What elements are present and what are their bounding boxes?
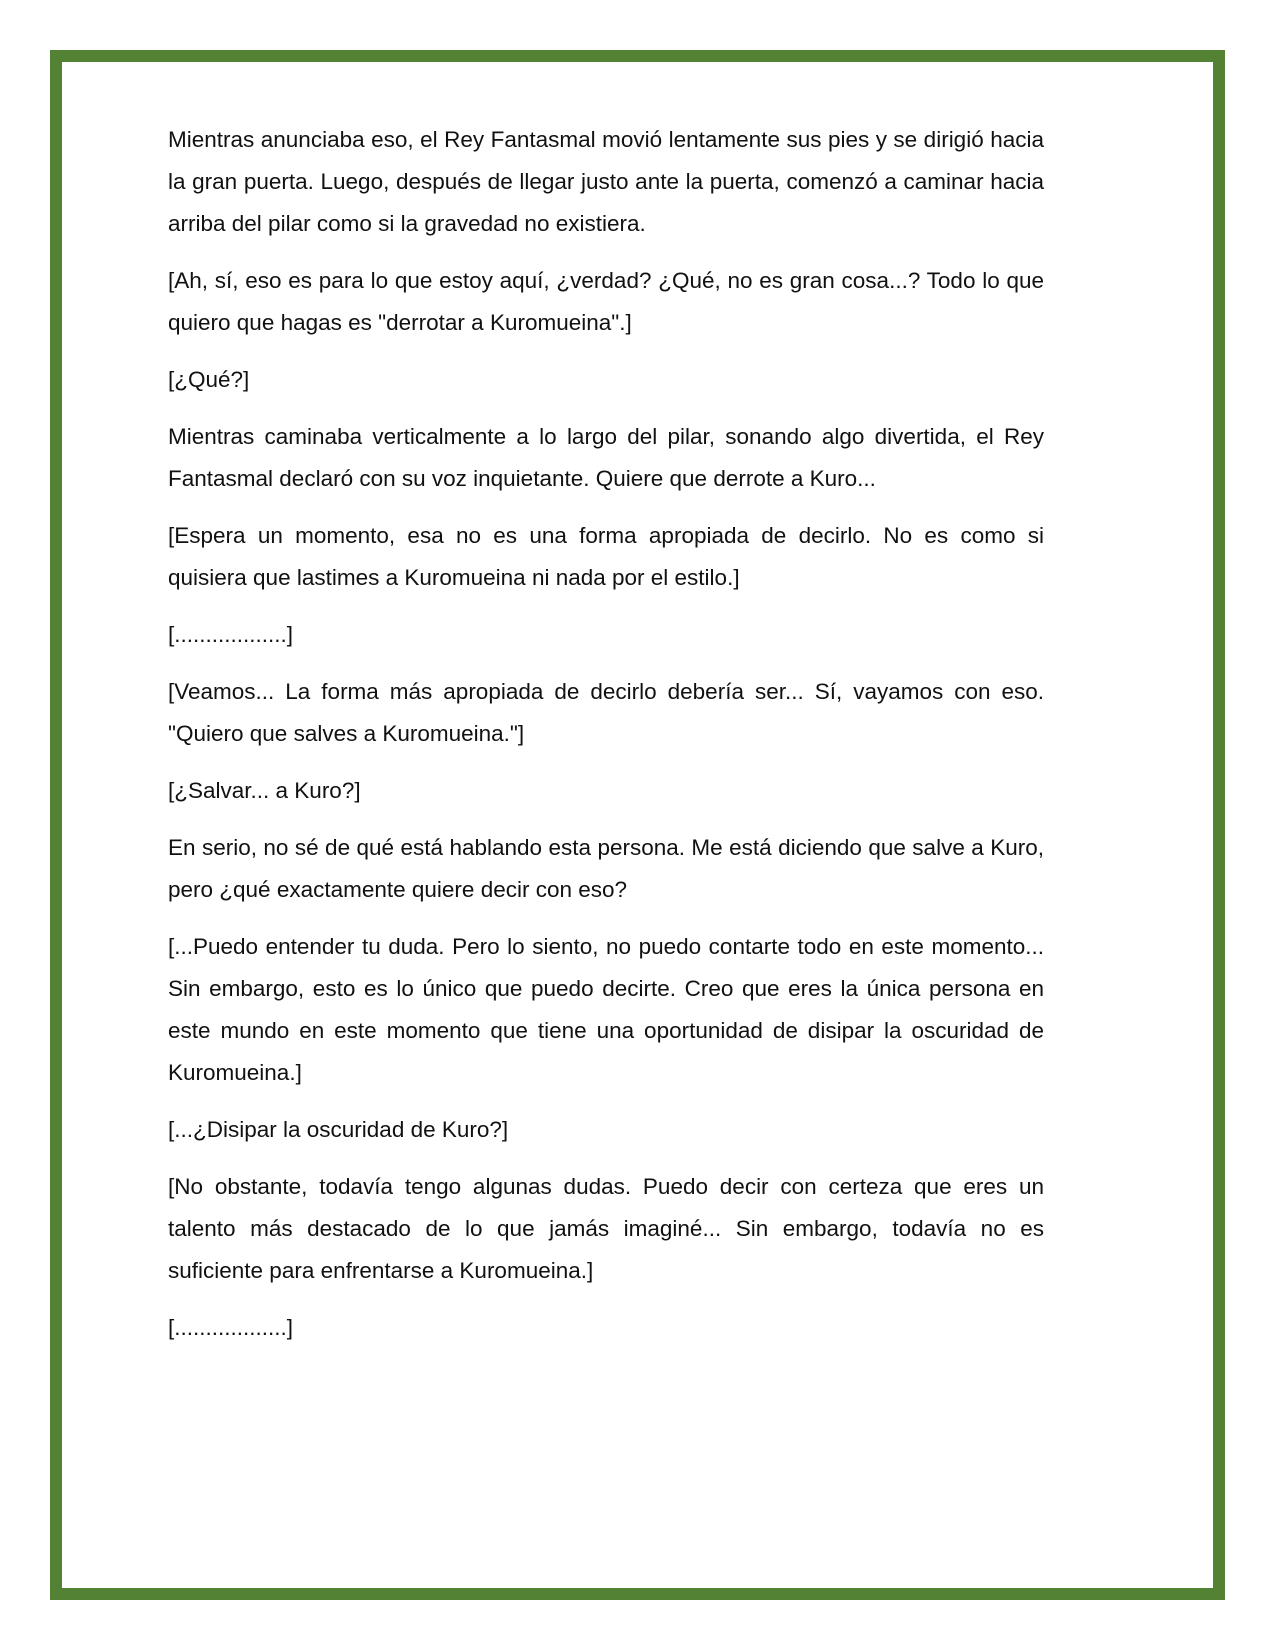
narration-paragraph: En serio, no sé de qué está hablando esta persona. Me está diciendo que salve a Kuro, pero ¿qué exactamente quiere decir con eso? [168,835,1044,902]
document-body [168,119,1044,1364]
dialogue-paragraph: [¿Qué?] [168,367,250,392]
dialogue-paragraph: [Espera un momento, esa no es una forma apropiada de decirlo. No es como si quisiera que lastimes a Kuromueina ni nada por el estilo.] [168,523,1044,590]
dialogue-paragraph: [..................] [168,622,294,647]
dialogue-paragraph: [¿Salvar... a Kuro?] [168,778,361,803]
dialogue-paragraph: [Veamos... La forma más apropiada de decirlo debería ser... Sí, vayamos con eso. "Quiero que salves a Kuromueina."] [168,679,1044,746]
dialogue-paragraph: [..................] [168,1315,294,1340]
narration-paragraph: Mientras caminaba verticalmente a lo largo del pilar, sonando algo divertida, el Rey Fantasmal declaró con su voz inquietante. Quiere que derrote a Kuro... [168,424,1044,491]
narration-paragraph: Mientras anunciaba eso, el Rey Fantasmal movió lentamente sus pies y se dirigió hacia la gran puerta. Luego, después de llegar justo ante la puerta, comenzó a caminar hacia arriba del pilar como si la gravedad no existiera. [168,127,1044,236]
dialogue-paragraph: [Ah, sí, eso es para lo que estoy aquí, ¿verdad? ¿Qué, no es gran cosa...? Todo lo que quiero que hagas es "derrotar a Kuromueina".] [168,268,1044,335]
dialogue-paragraph: [...¿Disipar la oscuridad de Kuro?] [168,1117,509,1142]
dialogue-paragraph: [...Puedo entender tu duda. Pero lo siento, no puedo contarte todo en este momento... Sin embargo, esto es lo único que puedo decirte. Creo que eres la única persona en este mundo en este momento que tiene una oportunidad de disipar la oscuridad de Kuromueina.] [168,934,1044,1085]
dialogue-paragraph: [No obstante, todavía tengo algunas dudas. Puedo decir con certeza que eres un talento más destacado de lo que jamás imaginé... Sin embargo, todavía no es suficiente para enfrentarse a Kuromueina.] [168,1174,1044,1283]
